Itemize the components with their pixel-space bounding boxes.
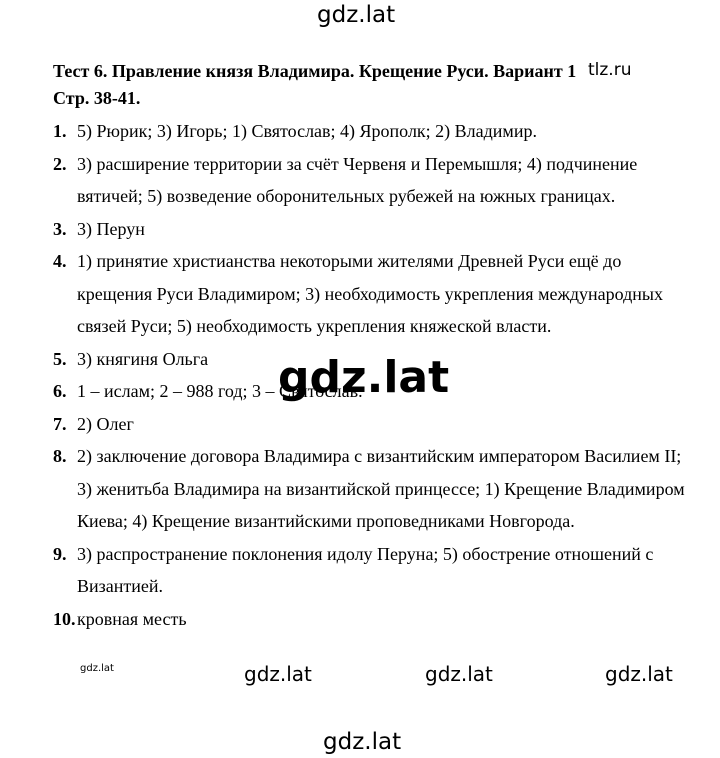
answer-number: 6. [53, 381, 67, 401]
answer-number: 2. [53, 153, 67, 174]
answer-text: 5) Рюрик; 3) Игорь; 1) Святослав; 4) Ярополк; 2) Владимир. [77, 121, 537, 141]
answer-item [53, 440, 693, 538]
answer-number: 1. [53, 121, 67, 141]
watermark-top: gdz.lat [317, 2, 396, 28]
watermark-bottom: gdz.lat [323, 729, 402, 755]
answer-item [53, 115, 693, 148]
answer-number: 7. [53, 413, 67, 434]
answer-text: кровная месть [77, 608, 187, 629]
answer-text: 3) Перун [77, 218, 145, 239]
answer-item [53, 603, 693, 636]
answer-text: 2) заключение договора Владимира с византийским императором Василием II; 3) женитьба Владимира на византийской принцессе; 1) Крещение Владимиром Киева; 4) Крещение византийскими проповедниками Новгорода. [77, 446, 685, 531]
watermark-ru: tlz.ru [588, 60, 632, 80]
answer-text: 1) принятие христианства некоторыми жителями Древней Руси ещё до крещения Руси Владимиром; 3) необходимость укрепления международных связей Руси; 5) необходимость укрепления княжеской власти. [77, 251, 664, 336]
answer-text: 3) расширение территории за счёт Червеня и Перемышля; 4) подчинение вятичей; 5) возведение оборонительных рубежей на южных границах. [77, 153, 638, 206]
answer-number: 4. [53, 251, 67, 271]
document-title [53, 58, 576, 112]
watermark-row-2: gdz.lat [425, 662, 493, 686]
answer-number: 5. [53, 348, 67, 369]
watermark-row-1: gdz.lat [244, 662, 312, 686]
answer-text: 3) распространение поклонения идолу Перуна; 5) обострение отношений с Византией. [77, 543, 654, 596]
answer-number: 8. [53, 446, 67, 466]
answer-number: 9. [53, 543, 67, 564]
answer-item [53, 213, 693, 246]
answer-item [53, 408, 693, 441]
answer-text: 3) княгиня Ольга [77, 348, 209, 369]
answer-text: 2) Олег [77, 413, 134, 434]
title-line-2: Стр. 38-41. [53, 88, 141, 108]
answer-item [53, 148, 693, 213]
answer-item [53, 245, 693, 343]
title-line-1: Тест 6. Правление князя Владимира. Крещение Руси. Вариант 1 [53, 61, 577, 81]
answer-item [53, 538, 693, 603]
answer-number: 10. [53, 608, 76, 629]
answer-text: 1 – ислам; 2 – 988 год; 3 – Святослав. [77, 381, 363, 401]
watermark-center: gdz.lat [278, 352, 450, 403]
watermark-tiny: gdz.lat [80, 663, 114, 674]
answer-number: 3. [53, 218, 67, 239]
watermark-row-3: gdz.lat [605, 662, 673, 686]
